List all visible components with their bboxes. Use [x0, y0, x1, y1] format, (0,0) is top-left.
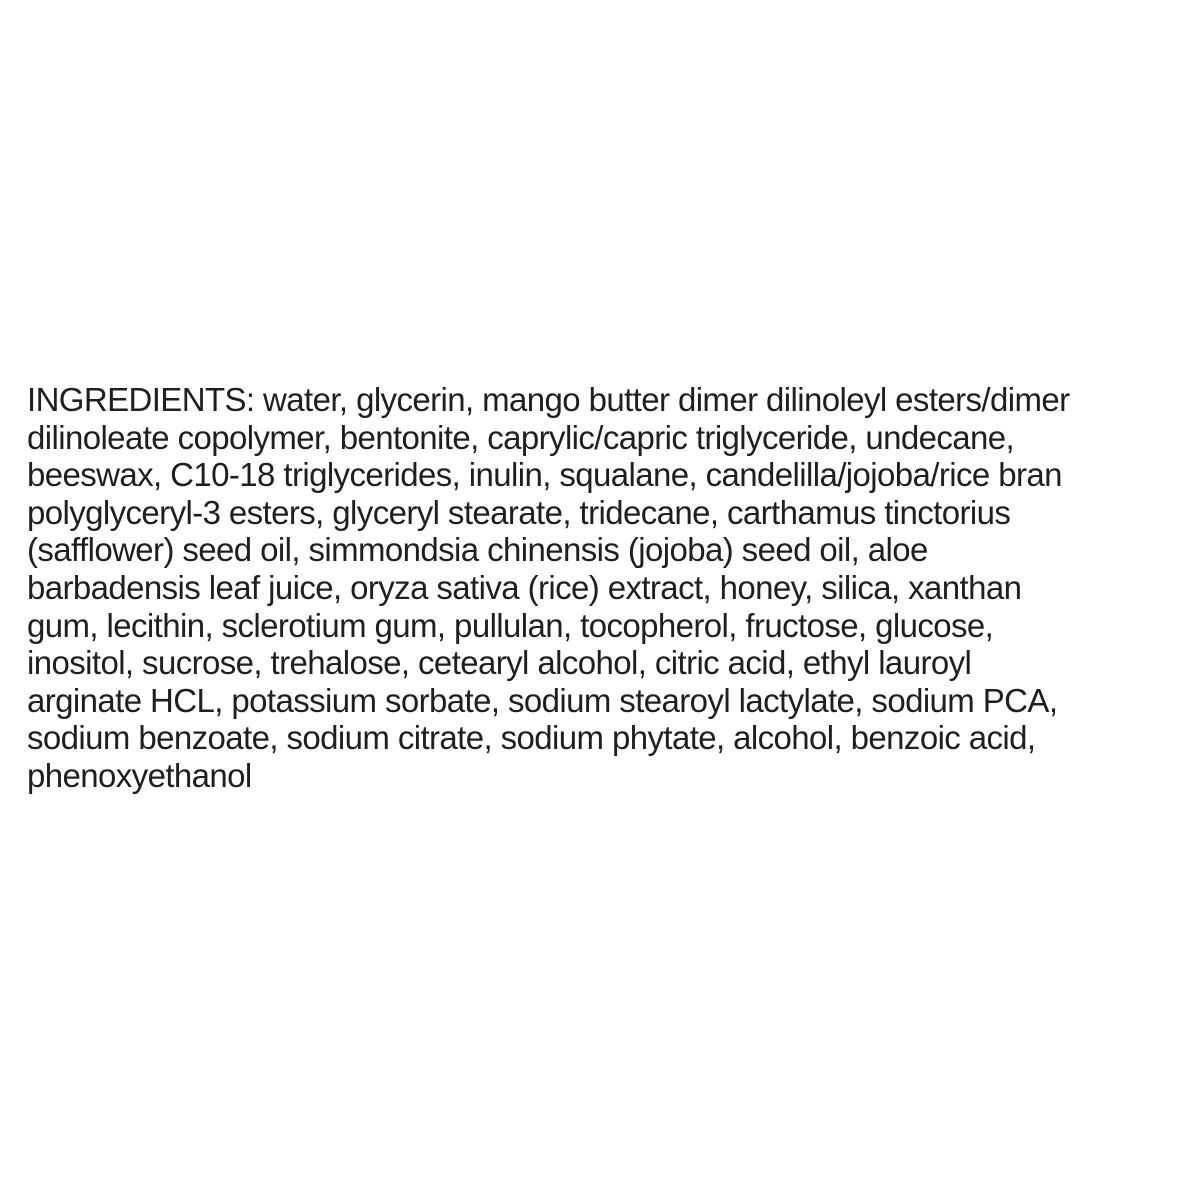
ingredients-line: sodium benzoate, sodium citrate, sodium phytate, alcohol, benzoic acid,	[27, 719, 1036, 757]
ingredients-line: arginate HCL, potassium sorbate, sodium stearoyl lactylate, sodium PCA,	[27, 681, 1058, 719]
ingredients-line: inositol, sucrose, trehalose, cetearyl alcohol, citric acid, ethyl lauroyl	[27, 644, 972, 682]
ingredients-line: INGREDIENTS: water, glycerin, mango butter dimer dilinoleyl esters/dimer	[27, 381, 1070, 418]
ingredients-line: barbadensis leaf juice, oryza sativa (rice) extract, honey, silica, xanthan	[27, 568, 1022, 606]
ingredients-line: dilinoleate copolymer, bentonite, caprylic/capric triglyceride, undecane,	[27, 418, 1015, 456]
ingredients-line: (safflower) seed oil, simmondsia chinensis (jojoba) seed oil, aloe	[27, 531, 928, 569]
ingredients-line: phenoxyethanol	[27, 756, 252, 794]
ingredients-line: beeswax, C10-18 triglycerides, inulin, squalane, candelilla/jojoba/rice bran	[27, 456, 1062, 494]
ingredients-line: gum, lecithin, sclerotium gum, pullulan, tocopherol, fructose, glucose,	[27, 606, 994, 644]
ingredients-line: polyglyceryl-3 esters, glyceryl stearate, tridecane, carthamus tinctorius	[27, 493, 1011, 531]
ingredients-label	[27, 381, 1187, 795]
